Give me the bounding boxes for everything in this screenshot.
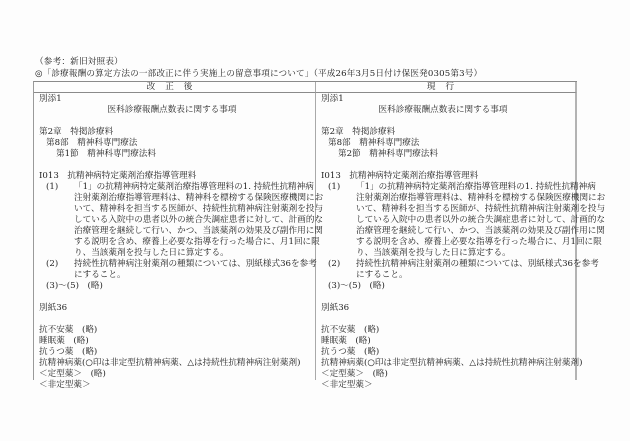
section-title: 医科診療報酬点数表に関する事項 <box>107 105 237 115</box>
drug-line: 抗精神病薬(○印は非定型抗精神病薬、△は持続性抗精神病注射薬剤) <box>321 358 583 368</box>
drug-line: ＜非定型薬＞ <box>39 380 91 390</box>
paragraph-line: にすること。 <box>356 270 408 280</box>
paragraph-line: する説明を含め、療養上必要な指導を行った場合に、月1回に限 <box>356 237 602 247</box>
annex-label: 別紙36 <box>321 303 350 313</box>
drug-line: 抗精神病薬(○印は非定型抗精神病薬、△は持続性抗精神病注射薬剤) <box>39 358 301 368</box>
paragraph-number: (1) <box>328 182 341 192</box>
paragraph-3-5: (3)～(5) (略) <box>328 281 385 291</box>
paragraph-line: 注射薬剤治療指導管理料は、精神科を標榜する保険医療機関にお <box>74 193 324 203</box>
paragraph-line: している入院中の患者以外の統合失調症患者に対して、計画的な <box>356 215 606 225</box>
paragraph-line: する説明を含め、療養上必要な指導を行った場合に、月1回に限 <box>74 237 320 247</box>
paragraph-number: (2) <box>328 259 341 269</box>
paragraph-line: 「1」の抗精神病特定薬剤治療指導管理料の1. 持続性抗精神病 <box>356 182 596 192</box>
paragraph-line: 治療管理を継続して行い、かつ、当該薬剤の効果及び副作用に関 <box>74 226 323 236</box>
part-heading: 第8部 精神科専門療法 <box>328 138 420 148</box>
table-body-row <box>34 93 606 390</box>
drug-line: 抗不安薬 (略) <box>39 325 98 335</box>
paragraph-line: いて、精神科を担当する医師が、持続性抗精神病注射薬剤を投与 <box>74 204 324 214</box>
reference-note: （参考：新旧対照表） <box>35 57 123 67</box>
document-title: ◎「診療報酬の算定方法の一部改正に伴う実施上の留意事項について」（平成26年3月5日付け保医発0305第3号） <box>35 69 483 79</box>
item-heading: I013 抗精神病特定薬剤治療指導管理料 <box>39 171 197 181</box>
paragraph-line: り、当該薬剤を投与した日に算定する。 <box>74 248 229 258</box>
current-column <box>316 93 606 390</box>
paragraph-1 <box>39 182 324 259</box>
paragraph-2 <box>39 259 315 281</box>
paragraph-1 <box>321 182 606 259</box>
attachment-label: 別添1 <box>39 94 62 104</box>
item-heading: I013 抗精神病特定薬剤治療指導管理料 <box>321 171 479 181</box>
header-current: 現行 <box>316 82 577 93</box>
drug-line: 抗不安薬 (略) <box>321 325 380 335</box>
attachment-label: 別添1 <box>321 94 344 104</box>
paragraph-3-5: (3)～(5) (略) <box>46 281 103 291</box>
paragraph-line: 「1」の抗精神病特定薬剤治療指導管理料の1. 持続性抗精神病 <box>74 182 314 192</box>
header-revised: 改正後 <box>34 82 316 93</box>
drug-line: ＜定型薬＞ (略) <box>321 369 388 379</box>
paragraph-line: 治療管理を継続して行い、かつ、当該薬剤の効果及び副作用に関 <box>356 226 605 236</box>
drug-line: 抗うつ薬 (略) <box>39 347 98 357</box>
revised-column <box>34 93 324 390</box>
paragraph-line: いて、精神科を担当する医師が、持続性抗精神病注射薬剤を投与 <box>356 204 606 214</box>
paragraph-line: している入院中の患者以外の統合失調症患者に対して、計画的な <box>74 215 324 225</box>
part-heading: 第8部 精神科専門療法 <box>46 138 138 148</box>
chapter-heading: 第2章 特掲診療料 <box>39 127 114 137</box>
section-heading: 第2節 精神科専門療法料 <box>338 149 438 159</box>
paragraph-line: 持続性抗精神病注射薬剤の種類については、別紙様式36を参考 <box>356 259 599 269</box>
drug-line: 睡眠薬 (略) <box>39 336 89 346</box>
paragraph-line: 注射薬剤治療指導管理料は、精神科を標榜する保険医療機関にお <box>356 193 606 203</box>
paragraph-2 <box>321 259 599 281</box>
paragraph-number: (1) <box>46 182 59 192</box>
drug-line: ＜非定型薬＞ <box>321 380 373 390</box>
paragraph-line: 持続性抗精神病注射薬剤の種類については、別紙様式36を参考 <box>74 259 317 269</box>
annex-label: 別紙36 <box>39 303 68 313</box>
paragraph-line: り、当該薬剤を投与した日に算定する。 <box>356 248 511 258</box>
paragraph-line: にすること。 <box>74 270 126 280</box>
section-title: 医科診療報酬点数表に関する事項 <box>378 105 508 115</box>
chapter-heading: 第2章 特掲診療料 <box>321 127 396 137</box>
section-heading: 第1節 精神科専門療法料 <box>56 149 156 159</box>
drug-line: ＜定型薬＞ (略) <box>39 369 106 379</box>
drug-line: 睡眠薬 (略) <box>321 336 371 346</box>
comparison-table <box>33 81 606 390</box>
paragraph-number: (2) <box>46 259 59 269</box>
table-header-row <box>34 82 577 93</box>
drug-line: 抗うつ薬 (略) <box>321 347 380 357</box>
